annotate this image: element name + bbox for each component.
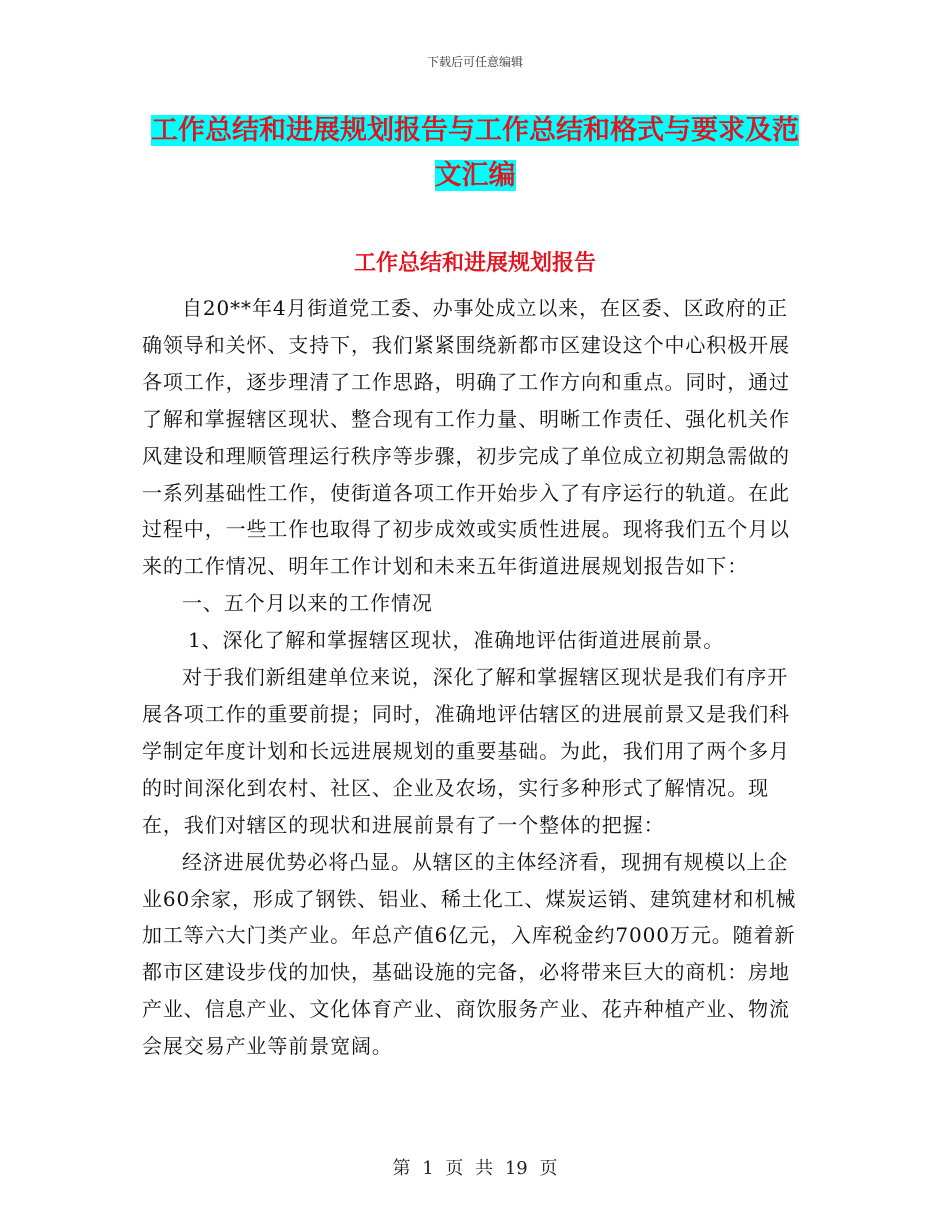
- paragraph: 经济进展优势必将凸显。从辖区的主体经济看，现拥有规模以上企业60余家，形成了钢铁、铝业、稀土化工、煤炭运销、建筑建材和机械加工等六大门类产业。年总产值6亿元，入库税金约7000万元。随着新都市区建设步伐的加快，基础设施的完备，必将带来巨大的商机：房地产业、信息产业、文化体育产业、商饮服务产业、花卉种植产业、物流会展交易产业等前景宽阔。: [142, 849, 797, 1059]
- document-title-text: 工作总结和进展规划报告与工作总结和格式与要求及范文汇编: [151, 115, 799, 191]
- paragraph: 对于我们新组建单位来说，深化了解和掌握辖区现状是我们有序开展各项工作的重要前提；同时，准确地评估辖区的进展前景又是我们科学制定年度计划和长远进展规划的重要基础。为此，我们用了两个多月的时间深化到农村、社区、企业及农场，实行多种形式了解情况。现在，我们对辖区的现状和进展前景有了一个整体的把握：: [142, 665, 790, 837]
- header-note: 下载后可任意编辑: [426, 55, 523, 69]
- section-heading: 一、五个月以来的工作情况: [182, 591, 433, 616]
- document-title: [150, 108, 800, 198]
- paragraph-intro: 自20**年4月街道党工委、办事处成立以来，在区委、区政府的正确领导和关怀、支持下，我们紧紧围绕新都市区建设这个中心积极开展各项工作，逐步理清了工作思路，明确了工作方向和重点。同时，通过了解和掌握辖区现状、整合现有工作力量、明晰工作责任、强化机关作风建设和理顺管理运行秩序等步骤，初步完成了单位成立初期急需做的一系列基础性工作，使街道各项工作开始步入了有序运行的轨道。在此过程中，一些工作也取得了初步成效或实质性进展。现将我们五个月以来的工作情况、明年工作计划和未来五年街道进展规划报告如下：: [142, 296, 790, 579]
- item-heading: 1、深化了解和掌握辖区现状，准确地评估街道进展前景。: [188, 628, 725, 653]
- page-footer: 第 1 页 共 19 页: [392, 1158, 558, 1179]
- section-title: 工作总结和进展规划报告: [353, 250, 596, 276]
- body-text: [142, 290, 808, 1065]
